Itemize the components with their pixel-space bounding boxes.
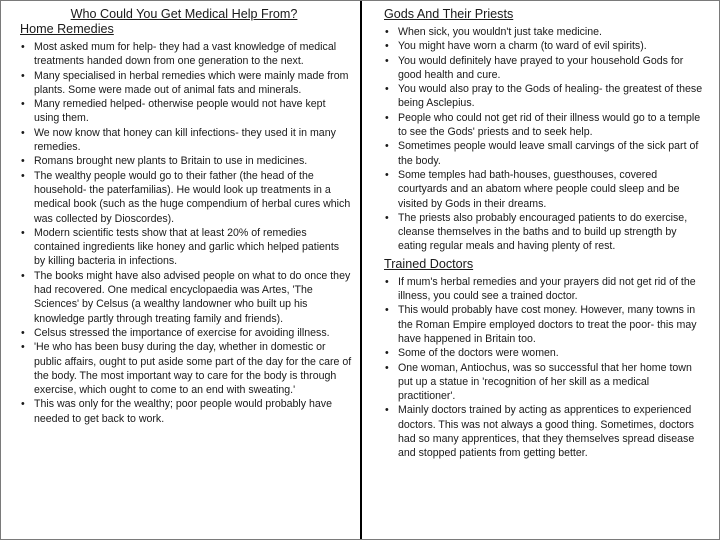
- list-item: • Many specialised in herbal remedies which were mainly made from plants. Some were made out of animal fats and minerals.: [20, 69, 352, 98]
- list-item: • 'He who has been busy during the day, whether in domestic or public affairs, ought to put aside some part of the day for the care of the body. The most important way to care for the body is through exercise, which ought to come to an end with sweating.': [20, 340, 352, 397]
- list-item: • People who could not get rid of their illness would go to a temple to see the Gods' priests and to seek help.: [384, 111, 708, 140]
- list-item: • The wealthy people would go to their father (the head of the household- the paterfamilias). He would look up treatments in a medical book (such as the huge compendium of herbal cures which was collected by Dioscordes).: [20, 169, 352, 226]
- list-item: • Mainly doctors trained by acting as apprentices to experienced doctors. This was not always a good thing. Sometimes, doctors had so many apprentices, that they themselves spread disease and stopped patients from getting better.: [384, 403, 708, 460]
- list-item: • Romans brought new plants to Britain to use in medicines.: [20, 154, 352, 168]
- list-item: • We now know that honey can kill infections- they used it in many remedies.: [20, 126, 352, 155]
- list-item: • Many remedied helped- otherwise people would not have kept using them.: [20, 97, 352, 126]
- list-item: • You might have worn a charm (to ward of evil spirits).: [384, 39, 708, 53]
- list-item: • You would also pray to the Gods of healing- the greatest of these being Asclepius.: [384, 82, 708, 111]
- trained-doctors-list: [384, 275, 708, 461]
- list-item: • This would probably have cost money. However, many towns in the Roman Empire employed doctors to treat the poor- this may have happened in Britain too.: [384, 303, 708, 346]
- list-item: • If mum's herbal remedies and your prayers did not get rid of the illness, you could see a trained doctor.: [384, 275, 708, 304]
- list-item: • Most asked mum for help- they had a vast knowledge of medical treatments handed down from one generation to the next.: [20, 40, 352, 69]
- list-item: • One woman, Antiochus, was so successful that her home town put up a statue in 'recognition of her skill as a medical practitioner'.: [384, 361, 708, 404]
- list-item: • When sick, you wouldn't just take medicine.: [384, 25, 708, 39]
- list-item: • Some temples had bath-houses, guesthouses, covered courtyards and an abatom where people could sleep and be visited by Gods in their dreams.: [384, 168, 708, 211]
- right-column: [362, 0, 720, 540]
- trained-doctors-heading: Trained Doctors: [384, 256, 474, 271]
- list-item: • Some of the doctors were women.: [384, 346, 708, 360]
- list-item: • The priests also probably encouraged patients to do exercise, cleanse themselves in the baths and to build up strength by eating regular meals and having plenty of rest.: [384, 211, 708, 254]
- home-remedies-list: [20, 40, 352, 426]
- list-item: • You would definitely have prayed to your household Gods for good health and cure.: [384, 54, 708, 83]
- gods-priests-list: [384, 25, 708, 254]
- home-remedies-heading: Home Remedies: [20, 22, 114, 36]
- list-item: • This was only for the wealthy; poor people would probably have needed to get back to work.: [20, 397, 352, 426]
- left-title: Who Could You Get Medical Help From?: [70, 7, 298, 21]
- list-item: • Modern scientific tests show that at least 20% of remedies contained ingredients like honey and garlic which helped patients by killing bacteria in infections.: [20, 226, 352, 269]
- list-item: • Sometimes people would leave small carvings of the sick part of the body.: [384, 139, 708, 168]
- list-item: • The books might have also advised people on what to do once they had recovered. One medical encyclopaedia was Artes, 'The Sciences' by Celsus (a wealthy landowner who built up his knowledge partly through treating family and friends).: [20, 269, 352, 326]
- gods-priests-heading: Gods And Their Priests: [384, 7, 514, 21]
- list-item: • Celsus stressed the importance of exercise for avoiding illness.: [20, 326, 352, 340]
